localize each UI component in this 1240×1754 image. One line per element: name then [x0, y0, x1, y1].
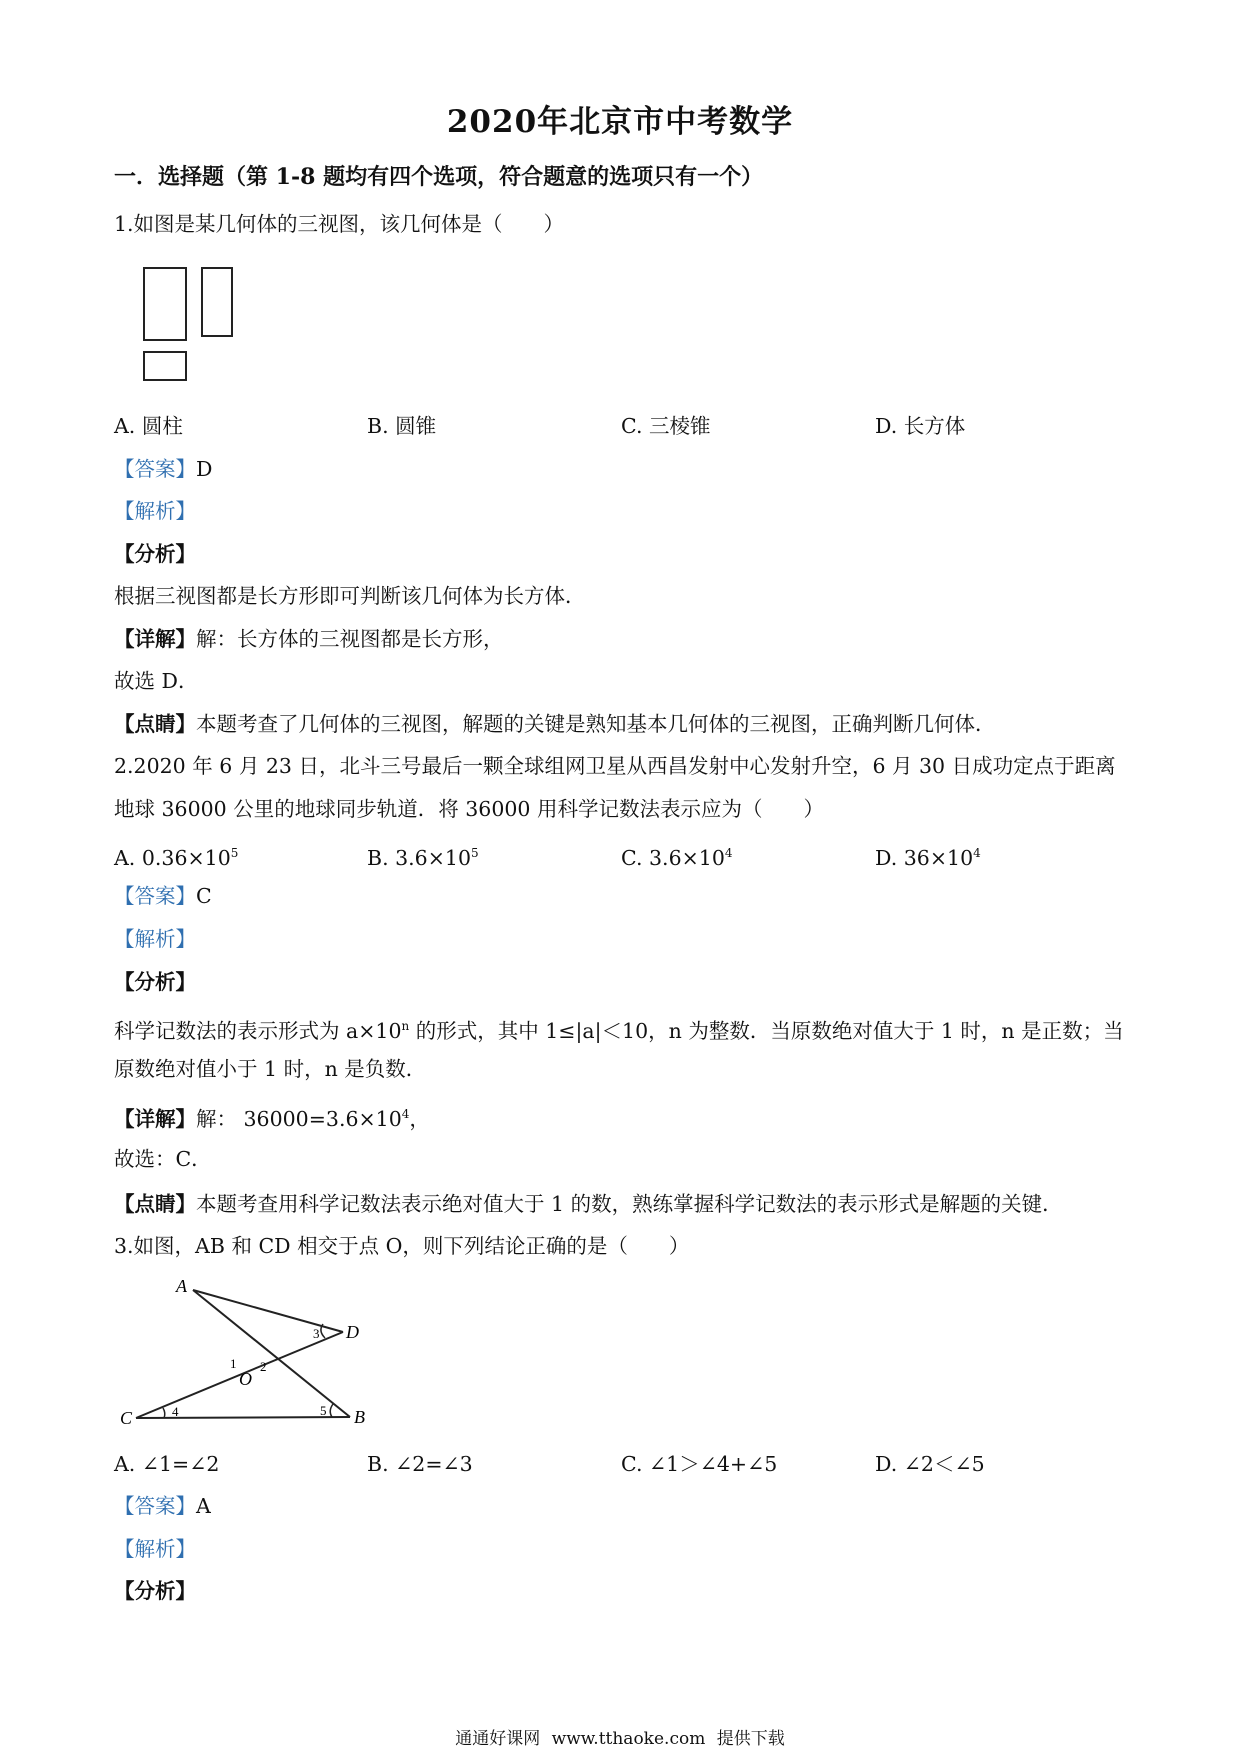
arc-angle-5	[330, 1404, 333, 1417]
q1-option-b: B. 圆锥	[367, 414, 437, 438]
q1-stem: 1.如图是某几何体的三视图，该几何体是（ ）	[114, 212, 565, 236]
q2-answer	[114, 882, 212, 910]
segment-ab	[193, 1290, 350, 1417]
option-label: B.	[367, 845, 389, 870]
arc-angle-4	[163, 1408, 165, 1418]
detail-text: ，	[409, 1106, 430, 1131]
q1-fenxi-tag: 【分析】	[114, 542, 196, 566]
answer-tag: 【答案】	[114, 1494, 196, 1518]
detail-tag: 【详解】	[114, 1106, 196, 1131]
q3-fenxi-tag: 【分析】	[114, 1579, 196, 1603]
detail-text: 解： 36000=3.6×10	[196, 1106, 402, 1131]
detail-tag: 【详解】	[114, 627, 196, 651]
label-angle-1: 1	[230, 1356, 237, 1371]
q3-option-d: D. ∠2＜∠5	[875, 1452, 985, 1476]
q1-option-d: D. 长方体	[875, 414, 966, 438]
option-exponent: 4	[973, 846, 981, 860]
q3-answer	[114, 1492, 211, 1520]
comment-tag: 【点睛】	[114, 712, 196, 736]
q2-fenxi-tag: 【分析】	[114, 970, 196, 994]
footer-url[interactable]: www.tthaoke.com	[551, 1729, 706, 1749]
option-label: A.	[114, 845, 136, 870]
q1-option-a: A. 圆柱	[114, 414, 183, 438]
label-c: C	[120, 1408, 133, 1428]
q2-jiexi-tag: 【解析】	[114, 927, 196, 951]
q2-comment	[114, 1190, 1063, 1218]
q3-option-b: B. ∠2=∠3	[367, 1452, 473, 1476]
side-view	[202, 268, 232, 336]
option-label: C.	[621, 845, 643, 870]
footer-suffix: 提供下载	[716, 1729, 785, 1749]
q1-jiexi-tag: 【解析】	[114, 499, 196, 523]
option-exponent: 5	[471, 846, 479, 860]
section-heading: 一．选择题（第 1-8 题均有四个选项，符合题意的选项只有一个）	[114, 164, 764, 190]
label-angle-3: 3	[313, 1326, 320, 1341]
comment-tag: 【点睛】	[114, 1192, 196, 1216]
label-d: D	[346, 1322, 359, 1342]
q1-answer	[114, 455, 212, 483]
q1-three-view-figure	[140, 262, 240, 382]
label-b: B	[354, 1407, 365, 1427]
option-base: 3.6×10	[395, 845, 471, 870]
q2-option-b	[367, 839, 479, 872]
top-view	[144, 352, 186, 380]
answer-value: C	[196, 884, 212, 908]
label-angle-2: 2	[260, 1359, 267, 1374]
segment-ad	[193, 1290, 343, 1332]
q2-option-a	[114, 839, 238, 872]
q3-jiexi-tag: 【解析】	[114, 1537, 196, 1561]
label-angle-5: 5	[320, 1403, 327, 1418]
analysis-text: 的形式，其中 1≤|a|＜10，n 为整数．当原数绝对值大于 1 时，n 是正数；当	[409, 1018, 1124, 1043]
option-exponent: 4	[724, 846, 733, 860]
comment-text: 本题考查用科学记数法表示绝对值大于 1 的数，熟练掌握科学记数法的表示形式是解题的关键．	[196, 1192, 1063, 1216]
option-base: 3.6×10	[649, 845, 725, 870]
q1-analysis: 根据三视图都是长方形即可判断该几何体为长方体．	[114, 584, 586, 608]
segment-cb	[136, 1417, 350, 1418]
q2-option-c	[621, 839, 733, 872]
comment-text: 本题考查了几何体的三视图，解题的关键是熟知基本几何体的三视图，正确判断几何体．	[196, 712, 996, 736]
q2-stem-line2: 地球 36000 公里的地球同步轨道．将 36000 用科学记数法表示应为（ ）	[114, 797, 824, 821]
page-title: 2020年北京市中考数学	[446, 104, 794, 140]
q2-detail	[114, 1100, 430, 1133]
footer-site-name: 通通好课网	[455, 1729, 541, 1749]
q2-option-d	[875, 839, 981, 872]
answer-value: A	[196, 1494, 211, 1518]
answer-value: D	[196, 457, 213, 481]
q1-conclusion: 故选 D．	[114, 669, 199, 693]
option-label: D.	[875, 845, 898, 870]
option-base: 36×10	[903, 845, 974, 870]
q2-analysis-line1	[114, 1012, 1124, 1045]
label-angle-4: 4	[172, 1404, 179, 1419]
q3-option-a: A. ∠1=∠2	[114, 1452, 220, 1476]
label-a: A	[176, 1276, 187, 1296]
q1-option-c: C. 三棱锥	[621, 414, 711, 438]
analysis-text: 科学记数法的表示形式为 a×10	[114, 1018, 402, 1043]
label-o: O	[239, 1369, 252, 1389]
detail-exponent: 4	[401, 1107, 410, 1121]
q2-conclusion: 故选：C．	[114, 1147, 212, 1171]
q3-stem: 3.如图，AB 和 CD 相交于点 O，则下列结论正确的是（ ）	[114, 1234, 690, 1258]
option-base: 0.36×10	[141, 845, 231, 870]
q2-analysis-line2: 原数绝对值小于 1 时，n 是负数．	[114, 1057, 427, 1081]
detail-text: 解：长方体的三视图都是长方形，	[196, 627, 504, 651]
q3-option-c: C. ∠1＞∠4+∠5	[621, 1452, 778, 1476]
option-exponent: 5	[230, 846, 239, 860]
answer-tag: 【答案】	[114, 457, 196, 481]
q2-stem-line1: 2.2020 年 6 月 23 日，北斗三号最后一颗全球组网卫星从西昌发射中心发射升空，6 月 30 日成功定点于距离	[114, 754, 1116, 778]
page-footer	[0, 1724, 1240, 1749]
q1-comment	[114, 710, 996, 738]
analysis-exponent: n	[401, 1019, 410, 1033]
answer-tag: 【答案】	[114, 884, 196, 908]
q1-detail	[114, 625, 504, 653]
q3-geometry-figure	[118, 1275, 378, 1435]
front-view	[144, 268, 186, 340]
